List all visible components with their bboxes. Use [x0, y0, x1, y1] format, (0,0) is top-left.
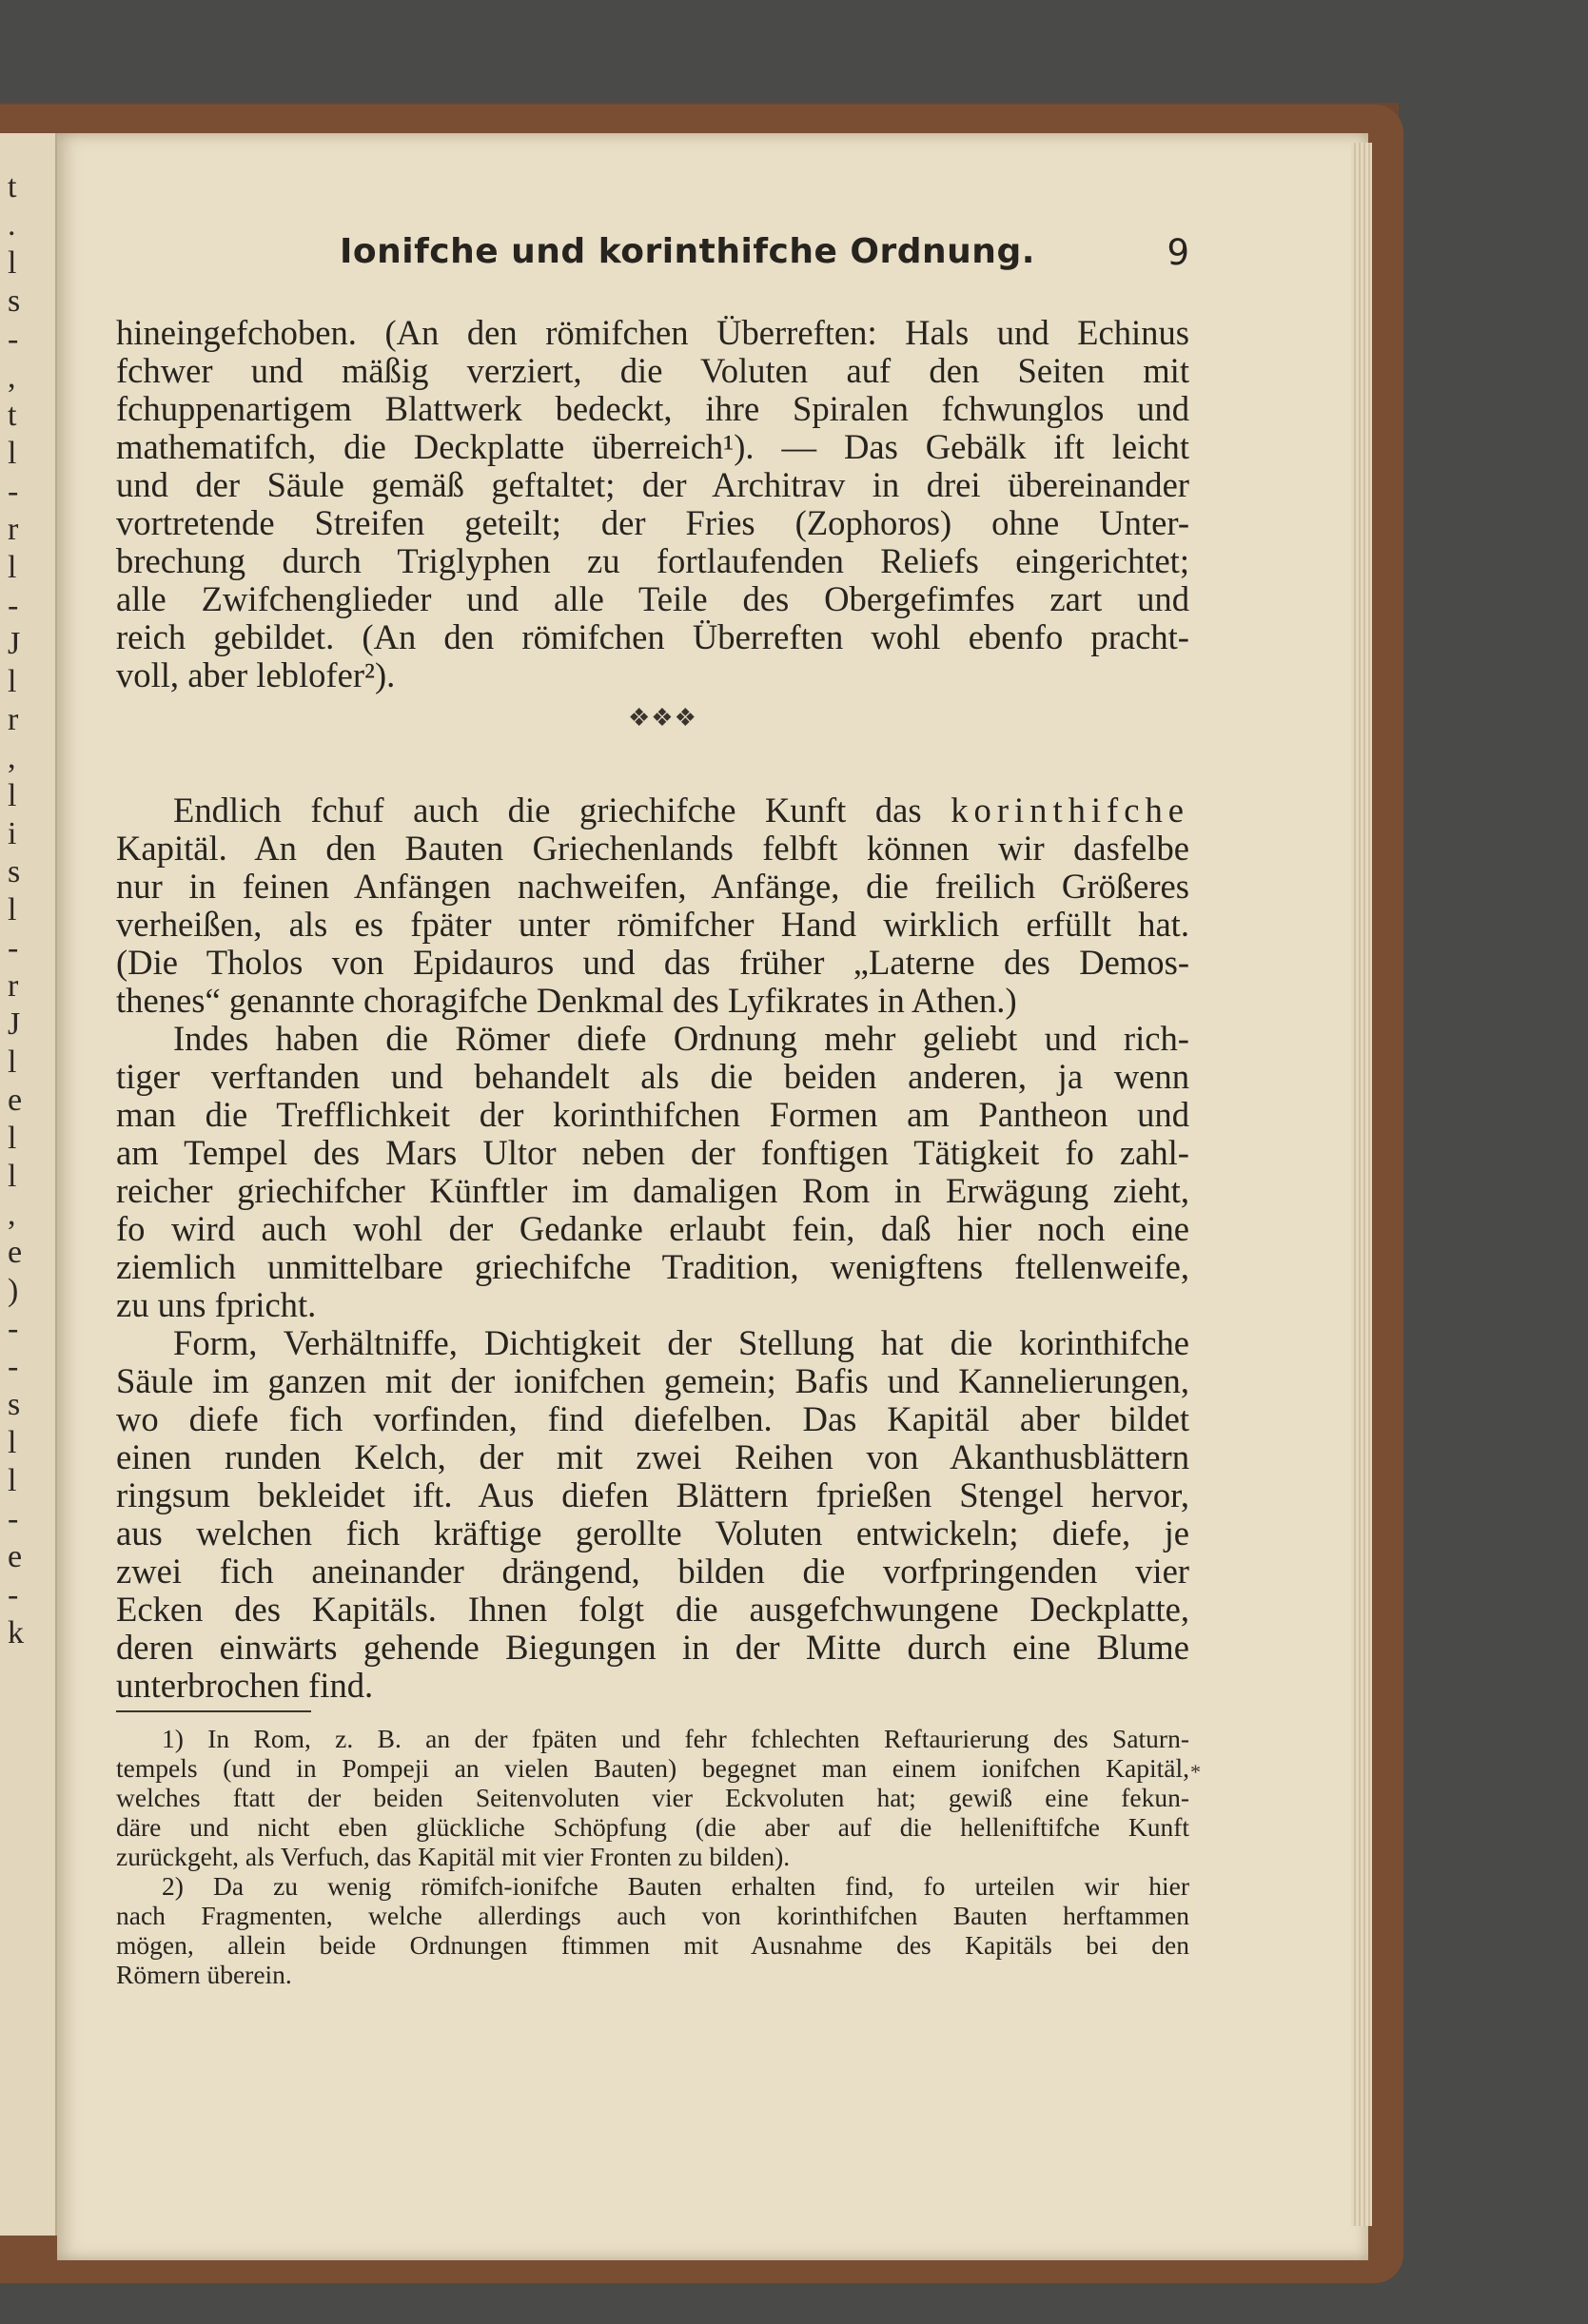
previous-page-text-fragment: -: [8, 1577, 19, 1612]
previous-page-text-fragment: r: [8, 968, 19, 1004]
text-line: ziemlich unmittelbare griechifche Tradition, wenigftens ftellenweife,: [116, 1247, 1189, 1286]
previous-page-text-fragment: -: [8, 930, 19, 966]
footnote-line: däre und nicht eben glückliche Schöpfung (die aber auf die helleniftifche Kunft: [116, 1812, 1189, 1842]
text-line: deren einwärts gehende Biegungen in der Mitte durch eine Blume: [116, 1628, 1189, 1667]
previous-page-text-fragment: J: [8, 626, 21, 661]
text-line: nur in feinen Anfängen nachweifen, Anfänge, die freilich Größeres: [116, 867, 1189, 906]
running-head-title: Ionifche und korinthifche Ordnung.: [340, 232, 1035, 271]
previous-page-text-fragment: e: [8, 1539, 23, 1574]
previous-page-text-fragment: s: [8, 854, 21, 889]
text-line-first: [116, 791, 1189, 830]
previous-page-text-fragment: s: [8, 283, 21, 319]
previous-page-text-fragment: -: [8, 1311, 19, 1346]
previous-page-text-fragment: -: [8, 588, 19, 623]
previous-page-text-fragment: -: [8, 474, 19, 509]
previous-page-text-fragment: e: [8, 1235, 23, 1270]
previous-page-text-fragment: ,: [8, 360, 16, 395]
previous-page-edge: [0, 133, 57, 2236]
footnote-line: 1) In Rom, z. B. an der fpäten und fehr fchlechten Reftaurierung des Saturn-: [162, 1724, 1189, 1753]
previous-page-text-fragment: -: [8, 322, 19, 357]
text-line: Indes haben die Römer diefe Ordnung mehr geliebt und rich-: [173, 1019, 1189, 1058]
text-line: mathematifch, die Deckplatte überreich¹). — Das Gebälk ift leicht: [116, 427, 1189, 466]
previous-page-text-fragment: l: [8, 1045, 17, 1080]
page-stack-edge: [1351, 143, 1372, 2226]
previous-page-text-fragment: e: [8, 1083, 23, 1118]
text-line: alle Zwifchenglieder und alle Teile des Obergefimfes zart und: [116, 579, 1189, 618]
footnote-line: Römern überein.: [116, 1960, 292, 1989]
text-line: thenes“ genannte choragifche Denkmal des Lyfikrates in Athen.): [116, 981, 1017, 1020]
text-line: man die Trefflichkeit der korinthifchen Formen am Pantheon und: [116, 1095, 1189, 1134]
paragraph-ionic-remains: [116, 314, 1189, 694]
previous-page-text-fragment: -: [8, 1501, 19, 1536]
previous-page-text-fragment: J: [8, 1006, 21, 1042]
footnote-line: tempels (und in Pompeji an vielen Bauten) begegnet man einem ionifchen Kapitäl,: [116, 1753, 1189, 1783]
text-line: zu uns fpricht.: [116, 1285, 317, 1324]
previous-page-text-fragment: l: [8, 1159, 17, 1194]
text-line: Säule im ganzen mit der ionifchen gemein; Bafis und Kannelierungen,: [116, 1361, 1189, 1400]
text-line: ringsum bekleidet ift. Aus diefen Blättern fprießen Stengel hervor,: [116, 1475, 1189, 1514]
text-line: Ecken des Kapitäls. Ihnen folgt die ausgefchwungene Deckplatte,: [116, 1590, 1189, 1629]
text-line: reicher griechifcher Künftler im damaligen Rom in Erwägung zieht,: [116, 1171, 1189, 1210]
footnote-line: 2) Da zu wenig römifch-ionifche Bauten erhalten find, fo urteilen wir hier: [162, 1871, 1189, 1901]
previous-page-text-fragment: k: [8, 1615, 24, 1650]
text-line: reich gebildet. (An den römifchen Überreften wohl ebenfo pracht-: [116, 617, 1189, 656]
margin-mark: *: [1190, 1760, 1201, 1784]
text-line: Kapitäl. An den Bauten Griechenlands felbft können wir dasfelbe: [116, 829, 1189, 868]
previous-page-text-fragment: l: [8, 550, 17, 585]
text-line: wo diefe fich vorfinden, find diefelben. Das Kapitäl aber bildet: [116, 1399, 1189, 1438]
text-line-start: Endlich fchuf auch die griechifche Kunft das: [173, 791, 922, 830]
text-line: verheißen, als es fpäter unter römifcher Hand wirklich erfüllt hat.: [116, 905, 1189, 944]
previous-page-text-fragment: ): [8, 1273, 19, 1308]
text-line: (Die Tholos von Epidauros und das früher „Laterne des Demos-: [116, 943, 1189, 982]
paragraph-corinthian: [116, 791, 1189, 1705]
text-line: Form, Verhältniffe, Dichtigkeit der Stellung hat die korinthifche: [173, 1323, 1189, 1362]
page-number: 9: [1166, 232, 1189, 273]
footnote-separator: [116, 1710, 311, 1712]
text-line: und der Säule gemäß geftaltet; der Architrav in drei übereinander: [116, 465, 1189, 504]
text-line: aus welchen fich kräftige gerollte Voluten entwickeln; diefe, je: [116, 1514, 1189, 1553]
previous-page-text-fragment: t: [8, 398, 17, 433]
previous-page-text-fragment: -: [8, 1349, 19, 1384]
footnote-line: mögen, allein beide Ordnungen ftimmen mit Ausnahme des Kapitäls bei den: [116, 1930, 1189, 1960]
running-head: [116, 232, 1189, 280]
previous-page-text-fragment: l: [8, 436, 17, 471]
text-line: hineingefchoben. (An den römifchen Überreften: Hals und Echinus: [116, 313, 1189, 352]
previous-page-text-fragment: l: [8, 892, 17, 928]
previous-page-text-fragment: l: [8, 664, 17, 699]
text-line: am Tempel des Mars Ultor neben der fonftigen Tätigkeit fo zahl-: [116, 1133, 1189, 1172]
previous-page-text-fragment: ,: [8, 740, 16, 775]
text-line: einen runden Kelch, der mit zwei Reihen von Akanthusblättern: [116, 1437, 1189, 1476]
text-line: fchuppenartigem Blattwerk bedeckt, ihre Spiralen fchwunglos und: [116, 389, 1189, 428]
footnote-line: zurückgeht, als Verfuch, das Kapitäl mit vier Fronten zu bilden).: [116, 1842, 791, 1871]
spaced-emphasis: korinthifche: [951, 791, 1189, 830]
text-line: fchwer und mäßig verziert, die Voluten auf den Seiten mit: [116, 351, 1189, 390]
text-line: unterbrochen find.: [116, 1666, 374, 1705]
section-ornament: ❖❖❖: [628, 704, 697, 732]
previous-page-text-fragment: s: [8, 1387, 21, 1422]
text-line: brechung durch Triglyphen zu fortlaufenden Reliefs eingerichtet;: [116, 541, 1189, 580]
footnote-line: nach Fragmenten, welche allerdings auch von korinthifchen Bauten herftammen: [116, 1901, 1189, 1930]
text-line: fo wird auch wohl der Gedanke erlaubt fein, daß hier noch eine: [116, 1209, 1189, 1248]
previous-page-text-fragment: i: [8, 816, 17, 851]
previous-page-text-fragment: t: [8, 169, 17, 205]
previous-page-text-fragment: l: [8, 778, 17, 813]
text-line: vortretende Streifen geteilt; der Fries (Zophoros) ohne Unter-: [116, 503, 1189, 542]
previous-page-text-fragment: r: [8, 702, 19, 737]
previous-page-text-fragment: l: [8, 245, 17, 281]
previous-page-text-fragment: ,: [8, 1197, 16, 1232]
previous-page-text-fragment: .: [8, 207, 16, 243]
previous-page-text-fragment: l: [8, 1425, 17, 1460]
previous-page-text-fragment: r: [8, 512, 19, 547]
previous-page-text-fragment: l: [8, 1121, 17, 1156]
footnote-line: welches ftatt der beiden Seitenvoluten vier Eckvoluten hat; gewiß eine fekun-: [116, 1783, 1189, 1812]
footnotes: [116, 1724, 1189, 1989]
text-line: tiger verftanden und behandelt als die beiden anderen, ja wenn: [116, 1057, 1189, 1096]
text-line: zwei fich aneinander drängend, bilden die vorfpringenden vier: [116, 1552, 1189, 1591]
text-line: voll, aber leblofer²).: [116, 655, 396, 694]
previous-page-text-fragment: l: [8, 1463, 17, 1498]
